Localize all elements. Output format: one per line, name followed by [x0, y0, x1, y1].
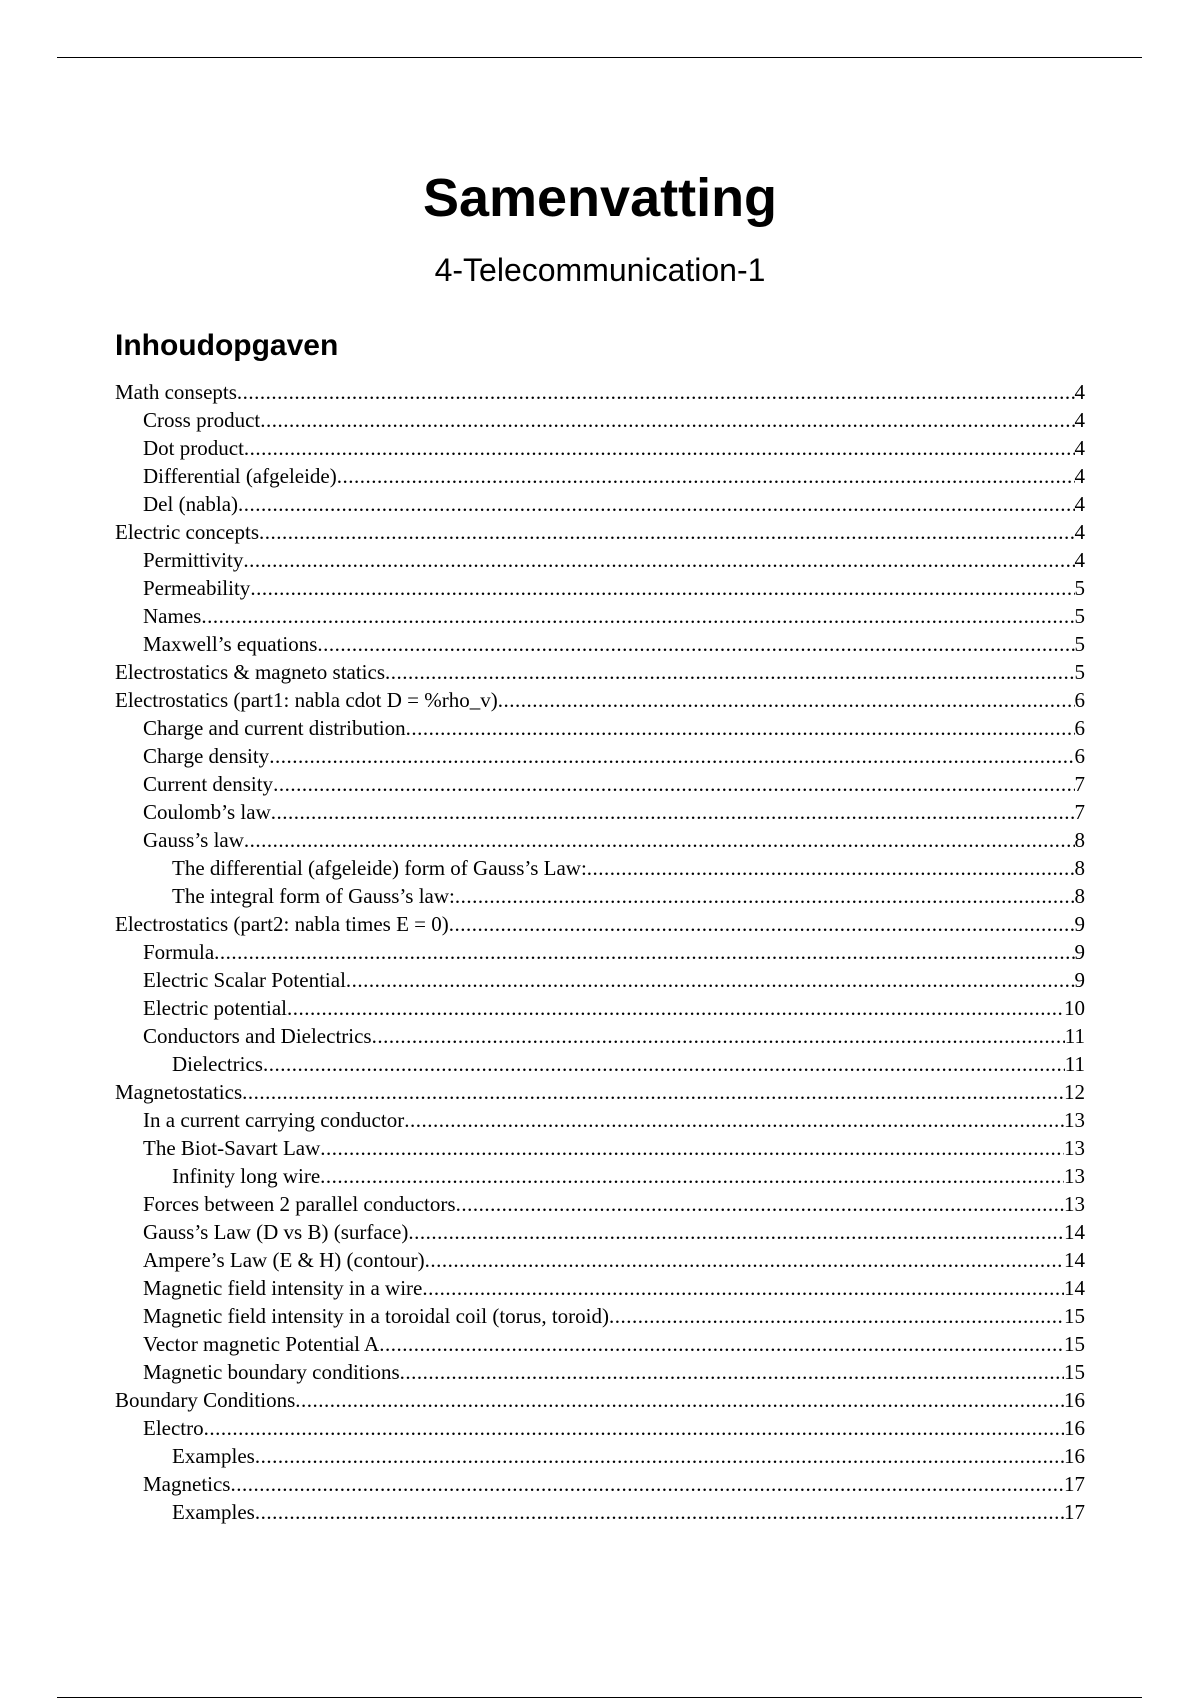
toc-entry-label: Gauss’s law: [143, 828, 244, 852]
toc-entry-page-number: 13: [1064, 1192, 1085, 1216]
toc-dot-leader: [244, 434, 1075, 462]
toc-entry[interactable]: [115, 602, 1085, 630]
toc-dot-leader: [609, 1302, 1064, 1330]
toc-dot-leader: [255, 1442, 1064, 1470]
toc-entry-page-number: 11: [1064, 1024, 1085, 1048]
toc-entry-page-number: 6: [1074, 688, 1085, 712]
toc-entry[interactable]: [115, 1190, 1085, 1218]
toc-entry-page-number: 6: [1074, 716, 1085, 740]
toc-entry[interactable]: [115, 994, 1085, 1022]
toc-entry-label: Charge and current distribution: [143, 716, 406, 740]
toc-entry[interactable]: [115, 1302, 1085, 1330]
toc-dot-leader: [255, 1498, 1064, 1526]
toc-entry[interactable]: [115, 1386, 1085, 1414]
toc-entry[interactable]: [115, 574, 1085, 602]
toc-entry-page-number: 15: [1064, 1360, 1085, 1384]
toc-entry-label: Examples: [172, 1444, 255, 1468]
toc-dot-leader: [587, 854, 1075, 882]
toc-entry-label: Conductors and Dielectrics: [143, 1024, 372, 1048]
toc-entry-page-number: 12: [1064, 1080, 1085, 1104]
toc-entry[interactable]: [115, 1162, 1085, 1190]
toc-entry-label: Forces between 2 parallel conductors: [143, 1192, 456, 1216]
toc-entry[interactable]: [115, 1442, 1085, 1470]
toc-entry[interactable]: [115, 826, 1085, 854]
toc-dot-leader: [320, 1162, 1064, 1190]
toc-entry[interactable]: [115, 938, 1085, 966]
document-subtitle: 4-Telecommunication-1: [434, 252, 766, 288]
toc-entry-page-number: 15: [1064, 1332, 1085, 1356]
toc-entry-label: Names: [143, 604, 202, 628]
toc-entry[interactable]: [115, 1274, 1085, 1302]
toc-dot-leader: [455, 882, 1075, 910]
toc-entry[interactable]: [115, 1134, 1085, 1162]
toc-entry-page-number: 4: [1074, 380, 1085, 404]
toc-dot-leader: [295, 1386, 1064, 1414]
toc-entry-page-number: 13: [1064, 1108, 1085, 1132]
toc-entry[interactable]: [115, 1330, 1085, 1358]
toc-entry-label: Infinity long wire: [172, 1164, 321, 1188]
toc-entry-page-number: 4: [1074, 408, 1085, 432]
toc-entry-page-number: 8: [1074, 884, 1085, 908]
toc-entry-label: Magnetic field intensity in a toroidal coil (torus, toroid): [143, 1304, 609, 1328]
toc-entry-page-number: 14: [1064, 1248, 1085, 1272]
toc-entry-page-number: 14: [1064, 1220, 1085, 1244]
toc-dot-leader: [400, 1358, 1064, 1386]
toc-dot-leader: [372, 1022, 1065, 1050]
toc-dot-leader: [269, 742, 1074, 770]
toc-entry[interactable]: [115, 714, 1085, 742]
toc-dot-leader: [204, 1414, 1064, 1442]
toc-entry-page-number: 16: [1064, 1416, 1085, 1440]
toc-entry-label: Magnetostatics: [115, 1080, 243, 1104]
toc-entry-page-number: 9: [1074, 968, 1085, 992]
toc-dot-leader: [320, 1134, 1064, 1162]
toc-entry-label: Differential (afgeleide): [143, 464, 337, 488]
toc-dot-leader: [244, 826, 1075, 854]
toc-entry-label: Permeability: [143, 576, 251, 600]
toc-entry-page-number: 5: [1074, 632, 1085, 656]
toc-entry-page-number: 15: [1064, 1304, 1085, 1328]
toc-entry-page-number: 9: [1074, 912, 1085, 936]
document-title: Samenvatting: [422, 168, 778, 228]
toc-dot-leader: [287, 994, 1064, 1022]
toc-entry-page-number: 10: [1064, 996, 1085, 1020]
toc-entry[interactable]: [115, 1050, 1085, 1078]
toc-entry-label: The integral form of Gauss’s law:: [172, 884, 455, 908]
toc-entry-label: Electrostatics (part2: nabla times E = 0): [115, 912, 449, 936]
toc-entry-label: Maxwell’s equations: [143, 632, 318, 656]
toc-entry-label: Electric concepts: [115, 520, 260, 544]
toc-entry[interactable]: [115, 518, 1085, 546]
toc-entry-page-number: 13: [1064, 1136, 1085, 1160]
toc-entry-page-number: 16: [1064, 1444, 1085, 1468]
toc-dot-leader: [385, 658, 1074, 686]
toc-dot-leader: [408, 1218, 1064, 1246]
toc-entry-page-number: 17: [1064, 1500, 1085, 1524]
toc-entry-page-number: 9: [1074, 940, 1085, 964]
toc-dot-leader: [214, 938, 1074, 966]
toc-entry[interactable]: [115, 798, 1085, 826]
toc-dot-leader: [230, 1470, 1064, 1498]
toc-entry-label: Electric Scalar Potential: [143, 968, 346, 992]
toc-entry-page-number: 7: [1074, 800, 1085, 824]
toc-dot-leader: [238, 490, 1074, 518]
toc-dot-leader: [242, 1078, 1064, 1106]
toc-entry-page-number: 13: [1064, 1164, 1085, 1188]
toc-dot-leader: [271, 798, 1075, 826]
toc-entry[interactable]: [115, 770, 1085, 798]
toc-entry-label: Dot product: [143, 436, 244, 460]
toc-entry-label: Dielectrics: [172, 1052, 263, 1076]
header-rule: [57, 57, 1142, 58]
toc-entry-page-number: 5: [1074, 576, 1085, 600]
toc-entry-label: The differential (afgeleide) form of Gauss’s Law:: [172, 856, 587, 880]
toc-entry-label: Ampere’s Law (E & H) (contour): [143, 1248, 425, 1272]
toc-entry[interactable]: [115, 630, 1085, 658]
toc-entry-label: Examples: [172, 1500, 255, 1524]
toc-entry-page-number: 4: [1074, 492, 1085, 516]
toc-entry-label: Electrostatics (part1: nabla cdot D = %rho_v): [115, 688, 498, 712]
toc-dot-leader: [449, 910, 1075, 938]
footer-rule: [57, 1697, 1142, 1698]
toc-dot-leader: [337, 462, 1075, 490]
toc-dot-leader: [425, 1246, 1064, 1274]
toc-entry-page-number: 16: [1064, 1388, 1085, 1412]
toc-entry[interactable]: [115, 882, 1085, 910]
toc-entry-label: Math consepts: [115, 380, 237, 404]
toc-dot-leader: [263, 1050, 1065, 1078]
toc-dot-leader: [259, 518, 1074, 546]
toc-entry[interactable]: [115, 1218, 1085, 1246]
toc-entry-label: Electric potential: [143, 996, 288, 1020]
toc-entry-page-number: 6: [1074, 744, 1085, 768]
toc-entry-label: Coulomb’s law: [143, 800, 271, 824]
toc-dot-leader: [456, 1190, 1064, 1218]
toc-entry-label: Magnetic boundary conditions: [143, 1360, 400, 1384]
toc-entry-page-number: 14: [1064, 1276, 1085, 1300]
toc-entry[interactable]: [115, 490, 1085, 518]
toc-entry-label: Magnetics: [143, 1472, 231, 1496]
toc-entry[interactable]: [115, 546, 1085, 574]
toc-entry[interactable]: [115, 378, 1085, 406]
toc-entry-label: Gauss’s Law (D vs B) (surface): [143, 1220, 409, 1244]
toc-dot-leader: [260, 406, 1074, 434]
toc-entry-label: Del (nabla): [143, 492, 239, 516]
toc-entry[interactable]: [115, 1358, 1085, 1386]
toc-dot-leader: [379, 1330, 1064, 1358]
toc-entry-label: Cross product: [143, 408, 261, 432]
toc-entry-label: Charge density: [143, 744, 270, 768]
toc-entry[interactable]: [115, 966, 1085, 994]
toc-entry-label: Formula: [143, 940, 215, 964]
toc-entry-page-number: 4: [1074, 436, 1085, 460]
toc-heading: Inhoudopgaven: [115, 329, 339, 362]
toc-entry[interactable]: [115, 1414, 1085, 1442]
toc-dot-leader: [346, 966, 1075, 994]
toc-entry-label: Vector magnetic Potential A: [143, 1332, 380, 1356]
toc-entry[interactable]: [115, 434, 1085, 462]
toc-entry-page-number: 5: [1074, 604, 1085, 628]
toc-entry[interactable]: [115, 1106, 1085, 1134]
toc-entry[interactable]: [115, 1498, 1085, 1526]
toc-entry-page-number: 4: [1074, 464, 1085, 488]
toc-dot-leader: [317, 630, 1074, 658]
toc-entry[interactable]: [115, 1246, 1085, 1274]
toc-entry-label: In a current carrying conductor: [143, 1108, 405, 1132]
toc-entry[interactable]: [115, 686, 1085, 714]
toc-entry[interactable]: [115, 406, 1085, 434]
toc-entry-page-number: 7: [1074, 772, 1085, 796]
table-of-contents: [115, 378, 1085, 1526]
toc-dot-leader: [201, 602, 1074, 630]
toc-entry-page-number: 4: [1074, 520, 1085, 544]
toc-entry-page-number: 11: [1064, 1052, 1085, 1076]
toc-entry-page-number: 17: [1064, 1472, 1085, 1496]
toc-entry[interactable]: [115, 910, 1085, 938]
toc-entry-label: Electrostatics & magneto statics: [115, 660, 386, 684]
toc-dot-leader: [404, 1106, 1064, 1134]
toc-dot-leader: [422, 1274, 1064, 1302]
toc-dot-leader: [243, 546, 1074, 574]
toc-entry[interactable]: [115, 742, 1085, 770]
toc-dot-leader: [406, 714, 1075, 742]
toc-entry-page-number: 8: [1074, 856, 1085, 880]
toc-entry-label: Boundary Conditions: [115, 1388, 296, 1412]
toc-dot-leader: [237, 378, 1075, 406]
toc-entry[interactable]: [115, 1022, 1085, 1050]
toc-entry-label: Permittivity: [143, 548, 244, 572]
toc-entry[interactable]: [115, 1078, 1085, 1106]
toc-entry-page-number: 5: [1074, 660, 1085, 684]
toc-entry-label: Magnetic field intensity in a wire: [143, 1276, 423, 1300]
toc-entry-label: Electro: [143, 1416, 204, 1440]
toc-dot-leader: [273, 770, 1074, 798]
toc-dot-leader: [498, 686, 1075, 714]
toc-entry-label: Current density: [143, 772, 274, 796]
toc-entry[interactable]: [115, 1470, 1085, 1498]
toc-entry[interactable]: [115, 854, 1085, 882]
toc-entry-page-number: 8: [1074, 828, 1085, 852]
toc-entry[interactable]: [115, 462, 1085, 490]
toc-entry-label: The Biot-Savart Law: [143, 1136, 321, 1160]
toc-entry-page-number: 4: [1074, 548, 1085, 572]
toc-dot-leader: [250, 574, 1074, 602]
toc-entry[interactable]: [115, 658, 1085, 686]
